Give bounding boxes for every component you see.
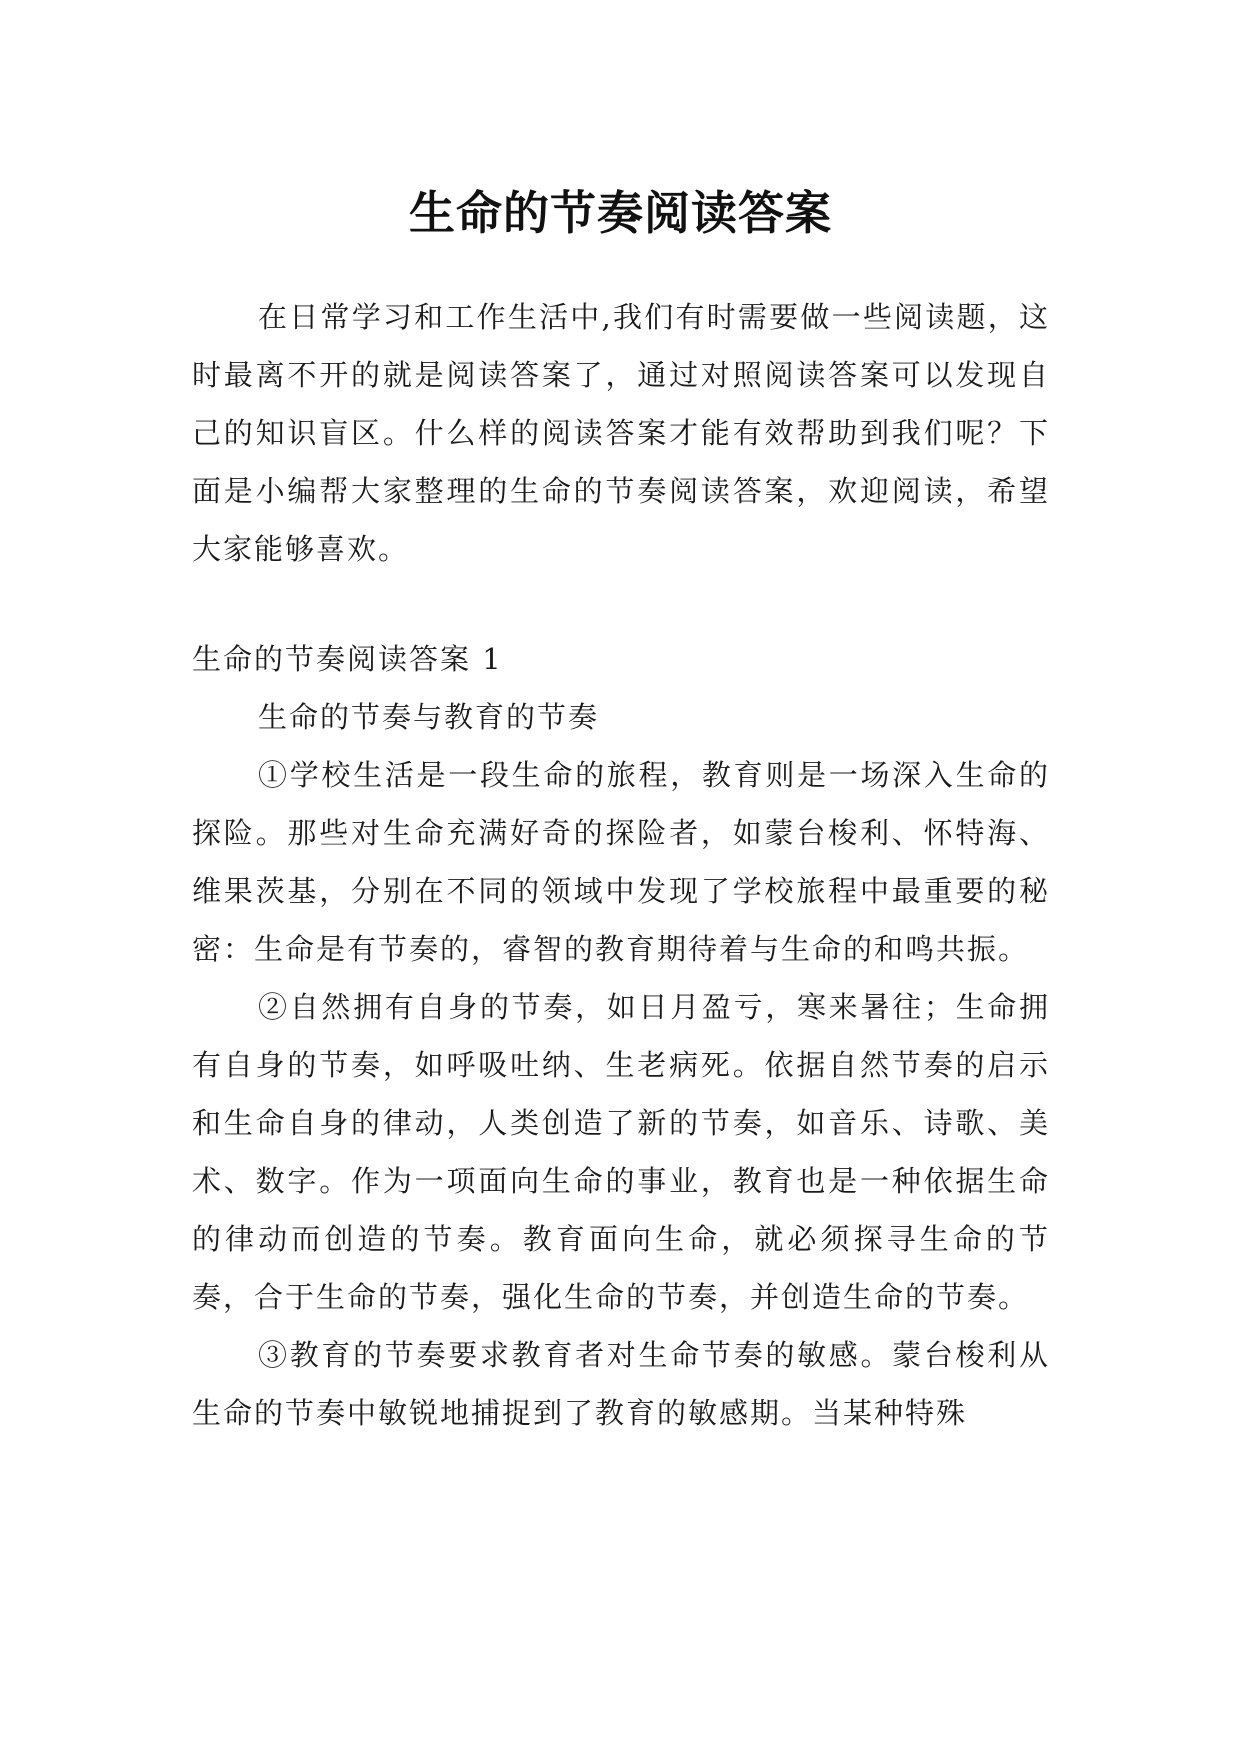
body-paragraph-3: ③教育的节奏要求教育者对生命节奏的敏感。蒙台梭利从生命的节奏中敏锐地捕捉到了教育的敏感期。当某种特殊 [192, 1338, 1050, 1430]
document-body [192, 288, 1050, 1442]
article-title: 生命的节奏与教育的节奏 [258, 700, 600, 734]
body-paragraph-1: ①学校生活是一段生命的旅程，教育则是一场深入生命的探险。那些对生命充满好奇的探险者，如蒙台梭利、怀特海、维果茨基，分别在不同的领域中发现了学校旅程中最重要的秘密：生命是有节奏的，睿智的教育期待着与生命的和鸣共振。 [192, 758, 1050, 966]
section-heading: 生命的节奏阅读答案 1 [192, 642, 503, 676]
page-title: 生命的节奏阅读答案 [409, 185, 832, 240]
body-paragraph-2: ②自然拥有自身的节奏，如日月盈亏，寒来暑往；生命拥有自身的节奏，如呼吸吐纳、生老病死。依据自然节奏的启示和生命自身的律动，人类创造了新的节奏，如音乐、诗歌、美术、数字。作为一项面向生命的事业，教育也是一种依据生命的律动而创造的节奏。教育面向生命，就必须探寻生命的节奏，合于生命的节奏，强化生命的节奏，并创造生命的节奏。 [192, 990, 1050, 1314]
intro-paragraph: 在日常学习和工作生活中,我们有时需要做一些阅读题，这时最离不开的就是阅读答案了，通过对照阅读答案可以发现自己的知识盲区。什么样的阅读答案才能有效帮助到我们呢？下面是小编帮大家整理的生命的节奏阅读答案，欢迎阅读，希望大家能够喜欢。 [192, 300, 1050, 566]
